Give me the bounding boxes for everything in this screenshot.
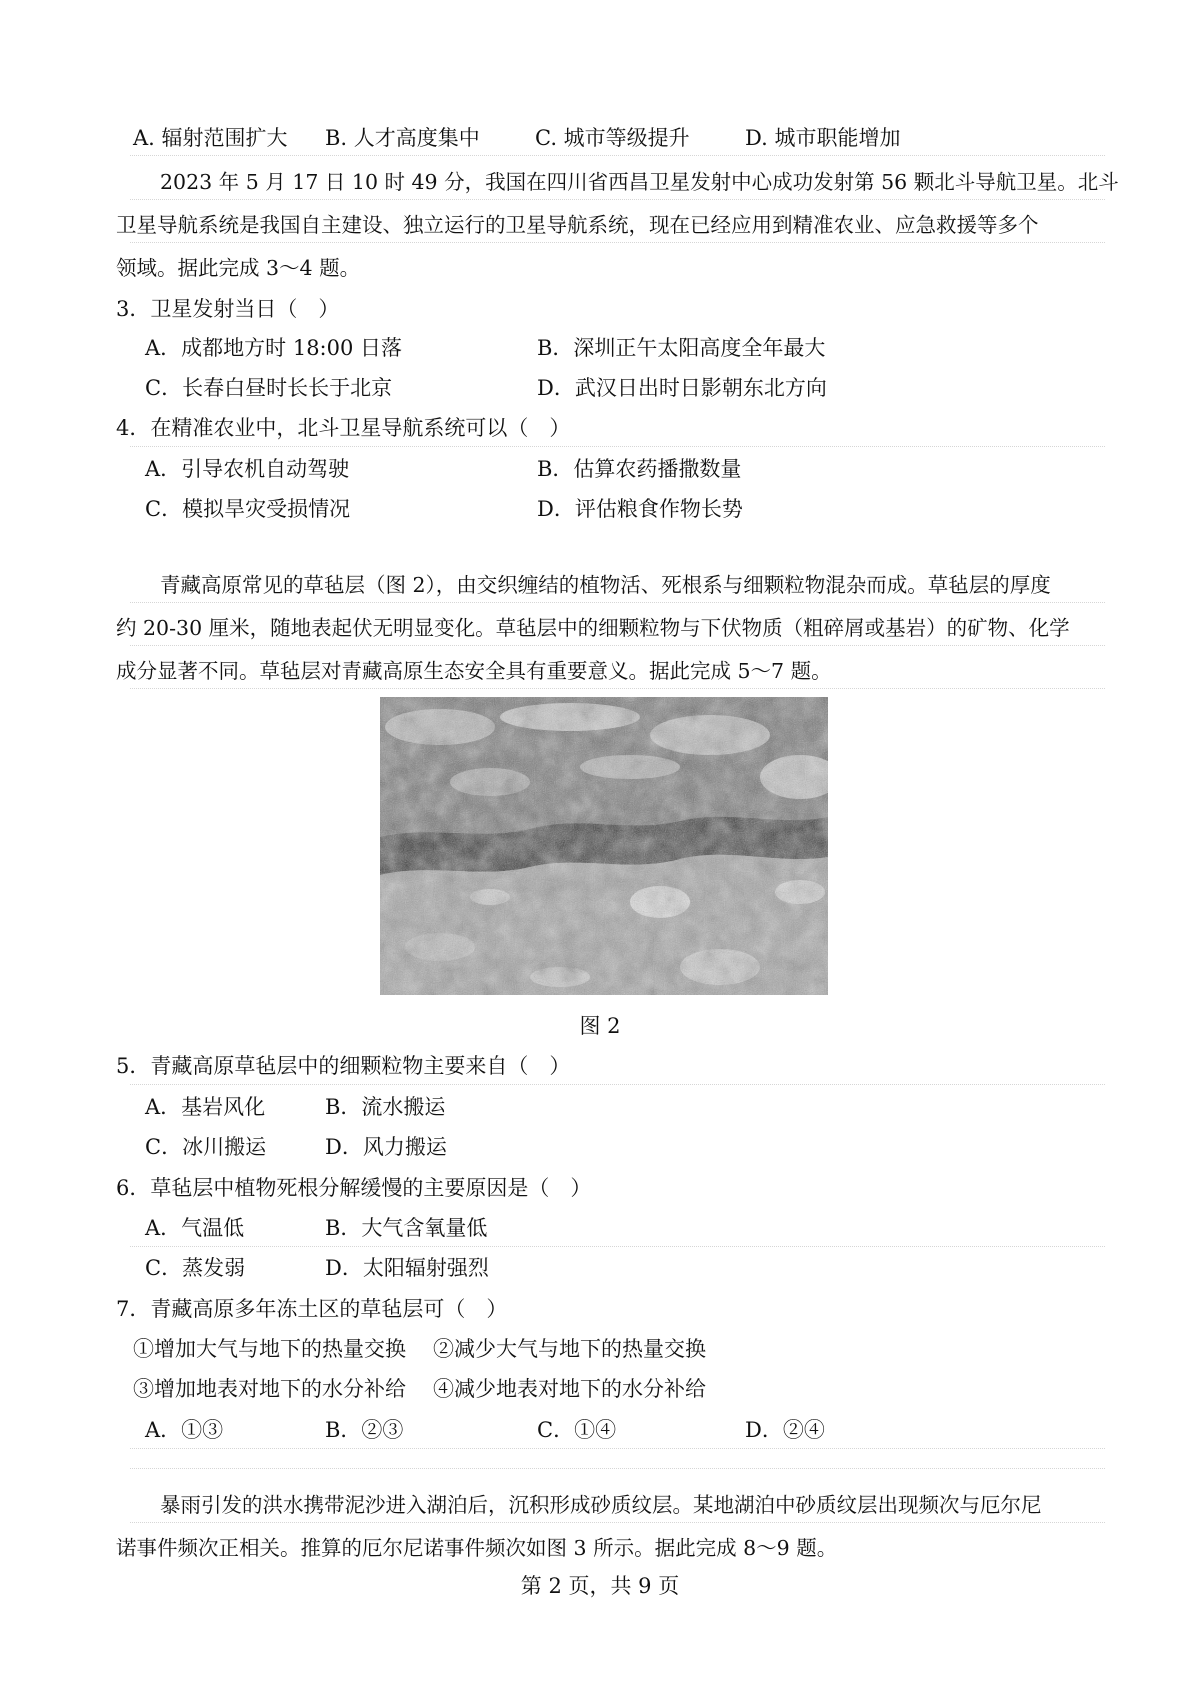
q2-option-d: D. 城市职能增加 xyxy=(745,126,901,150)
page-footer: 第 2 页，共 9 页 xyxy=(520,1574,680,1598)
q6-stem: 6．草毡层中植物死根分解缓慢的主要原因是（ ） xyxy=(116,1176,592,1200)
q5-stem: 5．青藏高原草毡层中的细颗粒物主要来自（ ） xyxy=(116,1054,571,1078)
q3-option-d: D．武汉日出时日影朝东北方向 xyxy=(537,376,827,400)
q7-statement-3: ③增加地表对地下的水分补给 xyxy=(133,1377,406,1401)
q3-option-a: A．成都地方时 18:00 日落 xyxy=(145,336,403,360)
q7-stem: 7．青藏高原多年冻土区的草毡层可（ ） xyxy=(116,1297,508,1321)
q6-option-b: B．大气含氧量低 xyxy=(325,1216,488,1240)
q5-option-d: D．风力搬运 xyxy=(325,1135,447,1159)
passage-beidou-line-2: 卫星导航系统是我国自主建设、独立运行的卫星导航系统，现在已经应用到精准农业、应急救援等多个 xyxy=(116,213,1039,237)
q6-option-d: D．太阳辐射强烈 xyxy=(325,1256,489,1280)
q4-option-b: B．估算农药播撒数量 xyxy=(537,457,742,481)
q4-stem: 4．在精准农业中，北斗卫星导航系统可以（ ） xyxy=(116,416,571,440)
q4-option-d: D．评估粮食作物长势 xyxy=(537,497,743,521)
q4-option-c: C．模拟旱灾受损情况 xyxy=(145,497,351,521)
passage-grass-line-3: 成分显著不同。草毡层对青藏高原生态安全具有重要意义。据此完成 5～7 题。 xyxy=(116,659,832,683)
q7-option-a: A．①③ xyxy=(145,1418,224,1442)
figure-caption: 图 2 xyxy=(579,1014,621,1038)
passage-elnino-line-1: 暴雨引发的洪水携带泥沙进入湖泊后，沉积形成砂质纹层。某地湖泊中砂质纹层出现频次与厄尔尼 xyxy=(160,1493,1042,1517)
q2-option-a: A. 辐射范围扩大 xyxy=(133,126,288,150)
q7-statement-1: ①增加大气与地下的热量交换 xyxy=(133,1337,406,1361)
q6-option-c: C．蒸发弱 xyxy=(145,1256,246,1280)
q7-statement-4: ④减少地表对地下的水分补给 xyxy=(433,1377,706,1401)
passage-grass-line-1: 青藏高原常见的草毡层（图 2），由交织缠结的植物活、死根系与细颗粒物混杂而成。草毡层的厚度 xyxy=(160,573,1051,597)
q7-option-d: D．②④ xyxy=(745,1418,825,1442)
q6-option-a: A．气温低 xyxy=(145,1216,245,1240)
q2-option-c: C. 城市等级提升 xyxy=(535,126,690,150)
passage-beidou-line-3: 领域。据此完成 3～4 题。 xyxy=(116,256,361,280)
passage-grass-line-2: 约 20-30 厘米，随地表起伏无明显变化。草毡层中的细颗粒物与下伏物质（粗碎屑或基岩）的矿物、化学 xyxy=(116,616,1070,640)
passage-elnino-line-2: 诺事件频次正相关。推算的厄尔尼诺事件频次如图 3 所示。据此完成 8～9 题。 xyxy=(116,1536,838,1560)
q7-option-c: C．①④ xyxy=(537,1418,617,1442)
q4-option-a: A．引导农机自动驾驶 xyxy=(145,457,350,481)
q3-stem: 3．卫星发射当日（ ） xyxy=(116,297,340,321)
passage-beidou-line-1: 2023 年 5 月 17 日 10 时 49 分，我国在四川省西昌卫星发射中心成功发射第 56 颗北斗导航卫星。北斗 xyxy=(160,170,1119,194)
q5-option-b: B．流水搬运 xyxy=(325,1095,446,1119)
q3-option-c: C．长春白昼时长长于北京 xyxy=(145,376,393,400)
q7-option-b: B．②③ xyxy=(325,1418,404,1442)
q3-option-b: B．深圳正午太阳高度全年最大 xyxy=(537,336,826,360)
grass-felt-photo xyxy=(380,697,828,995)
q5-option-a: A．基岩风化 xyxy=(145,1095,266,1119)
q5-option-c: C．冰川搬运 xyxy=(145,1135,267,1159)
q7-statement-2: ②减少大气与地下的热量交换 xyxy=(433,1337,706,1361)
q2-option-b: B. 人才高度集中 xyxy=(325,126,480,150)
